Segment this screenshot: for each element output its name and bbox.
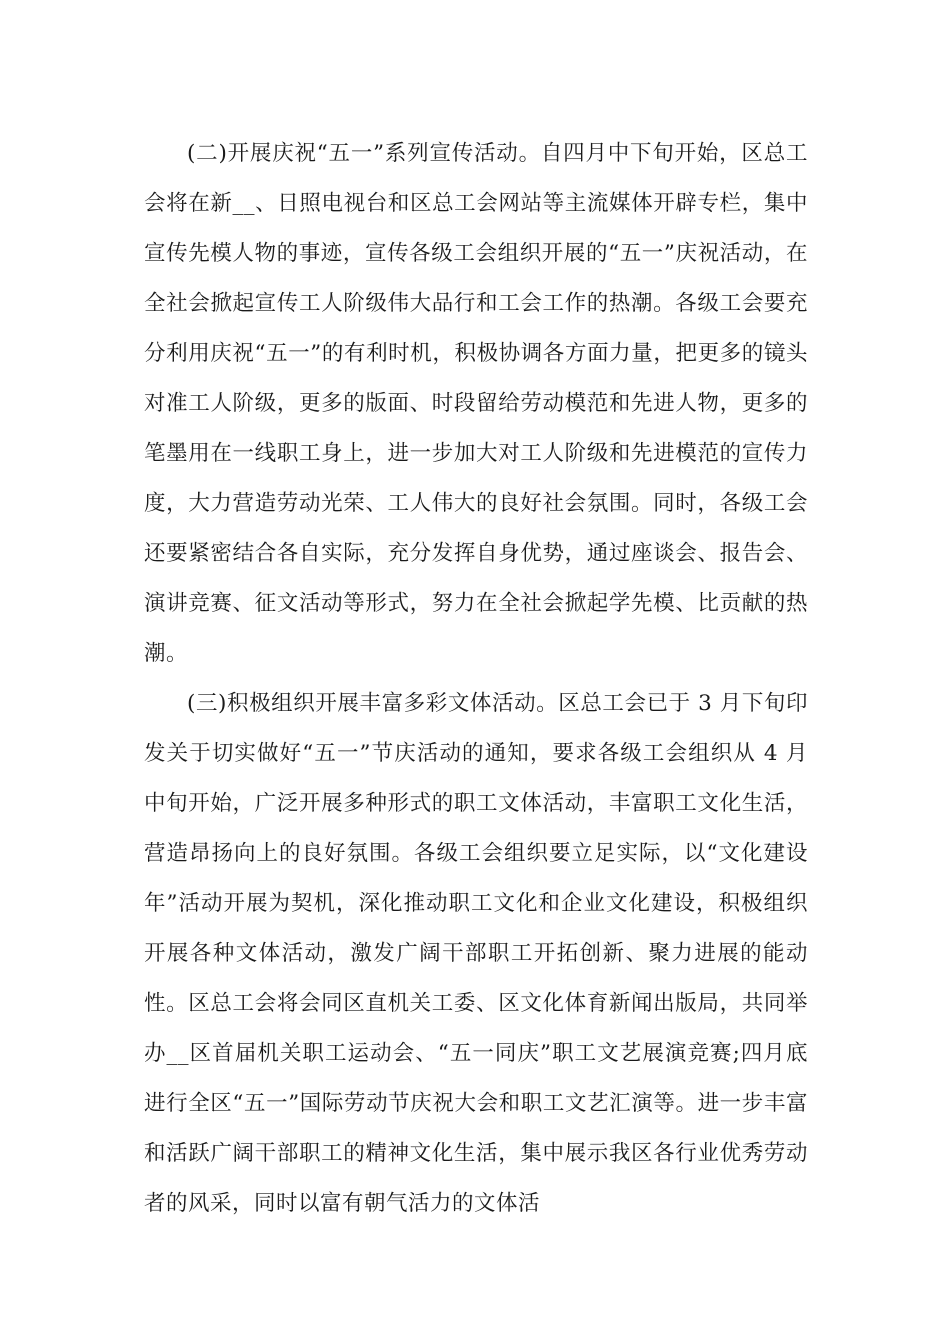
paragraph-publicity-activities: (二)开展庆祝“五一”系列宣传活动。自四月中下旬开始，区总工会将在新__、日照电视台和区总工会网站等主流媒体开辟专栏，集中宣传先模人物的事迹，宣传各级工会组织开展的“五一”庆祝活动，在全社会掀起宣传工人阶级伟大品行和工会工作的热潮。各级工会要充分利用庆祝“五一”的有利时机，积极协调各方面力量，把更多的镜头对准工人阶级，更多的版面、时段留给劳动模范和先进人物，更多的笔墨用在一线职工身上，进一步加大对工人阶级和先进模范的宣传力度，大力营造劳动光荣、工人伟大的良好社会氛围。同时，各级工会还要紧密结合各自实际，充分发挥自身优势，通过座谈会、报告会、演讲竞赛、征文活动等形式，努力在全社会掀起学先模、比贡献的热潮。 bbox=[144, 141, 808, 666]
paragraph-cultural-sports-activities: (三)积极组织开展丰富多彩文体活动。区总工会已于 3 月下旬印发关于切实做好“五一”节庆活动的通知，要求各级工会组织从 4 月中旬开始，广泛开展多种形式的职工文体活动，丰富职工文化生活，营造昂扬向上的良好氛围。各级工会组织要立足实际，以“文化建设年”活动开展为契机，深化推动职工文化和企业文化建设，积极组织开展各种文体活动，激发广阔干部职工开拓创新、聚力进展的能动性。区总工会将会同区直机关工委、区文化体育新闻出版局，共同举办__区首届机关职工运动会、“五一同庆”职工文艺展演竞赛;四月底进行全区“五一”国际劳动节庆祝大会和职工文艺汇演等。进一步丰富和活跃广阔干部职工的精神文化生活，集中展示我区各行业优秀劳动者的风采，同时以富有朝气活力的文体活 bbox=[144, 691, 808, 1216]
document-body bbox=[144, 129, 808, 1229]
